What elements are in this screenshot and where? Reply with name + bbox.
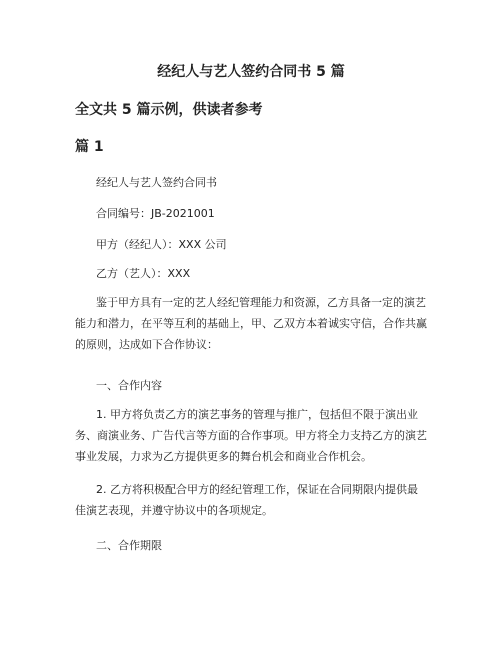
party-a: 甲方（经纪人）：XXX 公司 bbox=[96, 238, 227, 251]
section-one-heading: 一、合作内容 bbox=[96, 379, 162, 392]
clause-paragraph: 1. 甲方将负责乙方的演艺事务的管理与推广，包括但不限于演出业务、商演业务、广告代言等方面的合作事项。甲方将全力支持乙方的演艺事业发展，力求为乙方提供更多的舞台机会和商业合作机会。 bbox=[75, 408, 427, 463]
clause-paragraph: 2. 乙方将积极配合甲方的经纪管理工作，保证在合同期限内提供最佳演艺表现，并遵守协议中的各项规定。 bbox=[75, 483, 418, 517]
preamble-paragraph: 鉴于甲方具有一定的艺人经纪管理能力和资源，乙方具备一定的演艺能力和潜力，在平等互利的基础上，甲、乙双方本着诚实守信，合作共赢的原则，达成如下合作协议： bbox=[75, 296, 427, 351]
document-subtitle: 全文共 5 篇示例，供读者参考 bbox=[75, 102, 263, 118]
document-title: 经纪人与艺人签约合同书 5 篇 bbox=[157, 64, 345, 80]
section-heading: 篇 1 bbox=[75, 139, 104, 155]
contract-title: 经纪人与艺人签约合同书 bbox=[96, 176, 217, 189]
party-b: 乙方（艺人）：XXX bbox=[96, 267, 191, 280]
section-two-heading: 二、合作期限 bbox=[96, 539, 162, 552]
contract-number: 合同编号：JB-2021001 bbox=[96, 207, 215, 220]
